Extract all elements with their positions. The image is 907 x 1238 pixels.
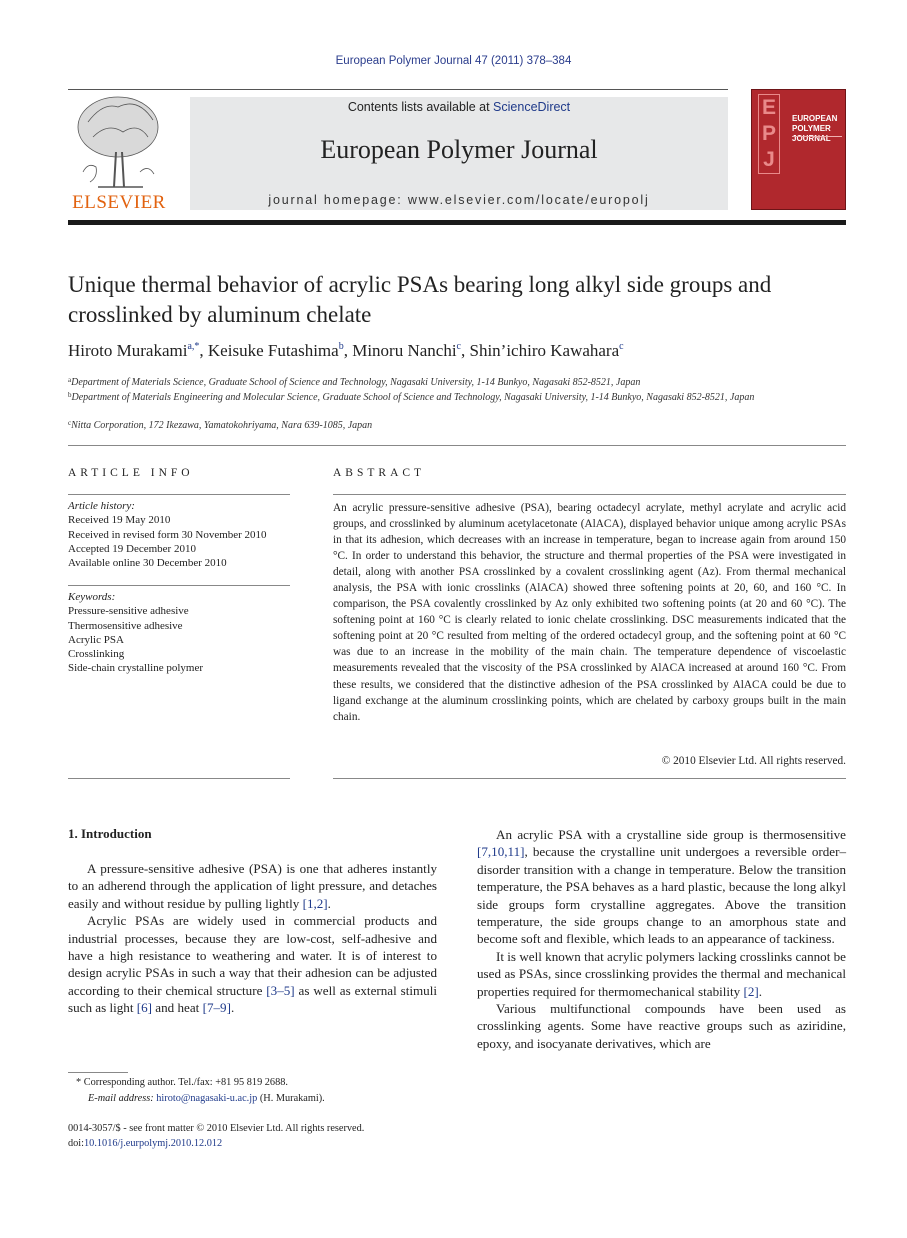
affiliation-mark: a bbox=[68, 376, 72, 384]
footnote-rule bbox=[68, 1072, 128, 1073]
affiliation-mark: c bbox=[68, 419, 72, 427]
paragraph-text: It is well known that acrylic polymers lacking crosslinks cannot be used as PSAs, since crosslinking provides the thermal and mechanical properties required for thermomechanical stability bbox=[477, 948, 846, 999]
doi-line bbox=[68, 1136, 438, 1152]
doi-link[interactable]: 10.1016/j.eurpolymj.2010.12.012 bbox=[84, 1138, 223, 1149]
reference-link[interactable]: [7,10,11] bbox=[477, 844, 525, 860]
cover-title-line: JOURNAL bbox=[792, 134, 831, 143]
author-name[interactable]: Shin’ichiro Kawahara bbox=[469, 341, 620, 360]
reference-link[interactable]: [6] bbox=[136, 1000, 153, 1016]
paragraph-text: and heat bbox=[152, 1000, 203, 1016]
reference-link[interactable]: [1,2] bbox=[302, 895, 328, 911]
abstract-text: An acrylic pressure-sensitive adhesive (PSA), bearing octadecyl acrylate, methyl acrylate and acrylic acid groups, and crosslinked by aluminum acetylacetonate (AlACA), displayed behavior unique among acrylic PSAs in that its adhesion, which decreases with an increase in temperature, began to increase again from around 150 °C. In order to understand this behavior, the structure and thermal properties of the PSA were investigated in detail, along with another PSA crosslinked by a covalent crosslinking agent (Az). From thermal mechanical analysis, the PSA with ionic crosslinks (AlACA) showed three softening points at 20, 60, and 160 °C. In comparison, the PSA covalently crosslinked by Az only exhibited two softening points (at 20 and 60 °C). The softening point at 160 °C is clearly related to ionic chelate crosslinking. DSC measurements indicated that the softening point at 20 °C resulted from melting of the ordered octadecyl group, and the softening point at 60 °C was due to an increase in the mobility of the main chain. The temperature dependence of viscoelastic measurements revealed that the viscosity of the PSA crosslinked by AlACA increased at around 160 °C. From these results, we considered that the distinctive adhesion of the PSA crosslinked by AlACA could be due to ligand exchange at the aluminum crosslinking points, which are chelated by carboxy groups built in the main chain. bbox=[333, 502, 846, 723]
affiliation-text: Nitta Corporation, 172 Ikezawa, Yamatokohriyama, Nara 639-1085, Japan bbox=[71, 420, 373, 431]
cover-letter-p: P bbox=[761, 122, 776, 145]
history-item: Received 19 May 2010 bbox=[68, 514, 171, 527]
reference-link[interactable]: [2] bbox=[743, 983, 759, 999]
paragraph-text: as well as external stimuli such as light bbox=[68, 982, 437, 1016]
body-column-right bbox=[477, 826, 846, 1052]
section-heading: 1. Introduction bbox=[68, 826, 152, 841]
body-paragraph bbox=[477, 1000, 846, 1052]
masthead-top-rule bbox=[68, 89, 728, 90]
affiliation bbox=[68, 416, 848, 433]
email-note bbox=[68, 1091, 438, 1107]
history-label: Article history: bbox=[68, 500, 135, 512]
author-name[interactable]: Keisuke Futashima bbox=[207, 341, 339, 360]
email-link[interactable]: hiroto@nagasaki-u.ac.jp bbox=[156, 1093, 258, 1104]
contents-available-line bbox=[190, 100, 728, 114]
cover-epj-letters bbox=[758, 94, 780, 174]
corresponding-author-note: * Corresponding author. Tel./fax: +81 95 819 2688. bbox=[76, 1077, 288, 1088]
section-divider bbox=[68, 445, 846, 446]
paragraph-text: , because the crystalline unit undergoes a reversible order–disorder transition with a change in temperature. Below the transition temperature, the PSA behaves as a hard plastic, because the long alkyl side groups form crystalline aggregates. Above the transition temperature, the side groups change to an amorphous state and become soft and flexible, which leads to an appearance of tackiness. bbox=[477, 844, 846, 947]
affiliation-text: Department of Materials Science, Graduate School of Science and Technology, Nagasaki University, 1-14 Bunkyo, Nagasaki 852-8521, Japan bbox=[71, 377, 641, 388]
email-suffix: (H. Murakami). bbox=[257, 1093, 325, 1104]
body-column-left bbox=[68, 860, 437, 1017]
paragraph-text: Various multifunctional compounds have been used as crosslinking agents. Some have reactive groups such as aziridine, epoxy, and isocyanate derivatives, which are bbox=[477, 1001, 846, 1051]
abstract-copyright: © 2010 Elsevier Ltd. All rights reserved. bbox=[661, 755, 846, 767]
abstract-heading: ABSTRACT bbox=[333, 467, 426, 479]
affiliation-text: Department of Materials Engineering and Molecular Science, Graduate School of Science and Technology, Nagasaki University, 1-14 Bunkyo, Nagasaki 852-8521, Japan bbox=[71, 392, 755, 403]
body-paragraph bbox=[68, 912, 437, 1016]
paragraph-text: A pressure-sensitive adhesive (PSA) is one that adheres instantly to an adherend through the application of light pressure, and detaches easily and without residue by pulling lightly bbox=[68, 861, 437, 911]
contents-prefix: Contents lists available at bbox=[347, 100, 494, 114]
email-label: E-mail address: bbox=[88, 1093, 157, 1104]
keywords bbox=[68, 590, 293, 676]
journal-cover-thumbnail bbox=[751, 89, 846, 210]
keyword: Acrylic PSA bbox=[68, 633, 124, 646]
body-paragraph bbox=[68, 860, 437, 912]
elsevier-wordmark: ELSEVIER bbox=[72, 192, 166, 213]
keyword: Pressure-sensitive adhesive bbox=[68, 605, 189, 618]
history-item: Accepted 19 December 2010 bbox=[68, 542, 196, 555]
keywords-label: Keywords: bbox=[68, 591, 116, 603]
article-info-rule bbox=[68, 494, 290, 495]
abstract-rule bbox=[333, 494, 846, 495]
abstract-rule bbox=[333, 778, 846, 779]
article-info-heading: ARTICLE INFO bbox=[68, 467, 194, 479]
issn-line: 0014-3057/$ - see front matter © 2010 Elsevier Ltd. All rights reserved. bbox=[68, 1123, 365, 1134]
author-affil-mark[interactable]: a,* bbox=[187, 341, 200, 352]
author-affil-mark[interactable]: c bbox=[619, 341, 624, 352]
keyword: Thermosensitive adhesive bbox=[68, 619, 183, 632]
journal-homepage[interactable]: journal homepage: www.elsevier.com/locate/europolj bbox=[268, 193, 650, 207]
history-item: Available online 30 December 2010 bbox=[68, 557, 227, 570]
paragraph-text: . bbox=[230, 1000, 235, 1016]
keyword: Side-chain crystalline polymer bbox=[68, 662, 204, 675]
article-history bbox=[68, 499, 293, 570]
article-info-rule bbox=[68, 778, 290, 779]
cover-letter-e: E bbox=[761, 96, 776, 119]
doi-label: doi: bbox=[68, 1138, 85, 1149]
body-paragraph bbox=[477, 826, 846, 948]
paragraph-text: Acrylic PSAs are widely used in commercial products and industrial processes, because they are low-cost, self-adhesive and have a high resistance to weathering and water. It is of interest to design acrylic PSAs in such a way that their adhesion can be adjusted according to their chemical structure bbox=[68, 913, 437, 998]
author-name[interactable]: Hiroto Murakami bbox=[68, 341, 188, 360]
affiliation-mark: b bbox=[68, 391, 72, 399]
author-affil-mark[interactable]: c bbox=[456, 341, 461, 352]
journal-citation[interactable]: European Polymer Journal 47 (2011) 378–384 bbox=[335, 55, 572, 67]
body-paragraph bbox=[477, 948, 846, 1000]
cover-divider bbox=[792, 136, 842, 137]
paragraph-text: . bbox=[327, 895, 331, 911]
cover-title-line: POLYMER bbox=[792, 124, 831, 133]
author-affil-mark[interactable]: b bbox=[338, 341, 344, 352]
cover-letter-j: J bbox=[763, 148, 775, 171]
history-item: Received in revised form 30 November 2010 bbox=[68, 528, 267, 541]
keyword: Crosslinking bbox=[68, 648, 125, 661]
sciencedirect-link[interactable]: ScienceDirect bbox=[493, 100, 571, 114]
header-rule bbox=[68, 220, 846, 225]
reference-link[interactable]: [3–5] bbox=[266, 982, 295, 998]
affiliation bbox=[68, 388, 768, 405]
journal-name: European Polymer Journal bbox=[320, 135, 598, 164]
cover-title bbox=[792, 114, 837, 144]
author-name[interactable]: Minoru Nanchi bbox=[352, 341, 457, 360]
author-list: Hiroto Murakami$^{a,*}$, Keisuke Futashima$^b$, Minoru Nanchi$^c$, Shin’ichiro Kawahara$^c$ bbox=[68, 341, 624, 360]
article-info-rule bbox=[68, 585, 290, 586]
paragraph-text: . bbox=[758, 983, 763, 999]
cover-title-line: EUROPEAN bbox=[792, 114, 838, 123]
article-title: Unique thermal behavior of acrylic PSAs bearing long alkyl side groups and crosslinked by aluminum chelate bbox=[68, 272, 772, 327]
paragraph-text: An acrylic PSA with a crystalline side group is thermosensitive bbox=[496, 827, 846, 842]
reference-link[interactable]: [7–9] bbox=[202, 1000, 231, 1016]
